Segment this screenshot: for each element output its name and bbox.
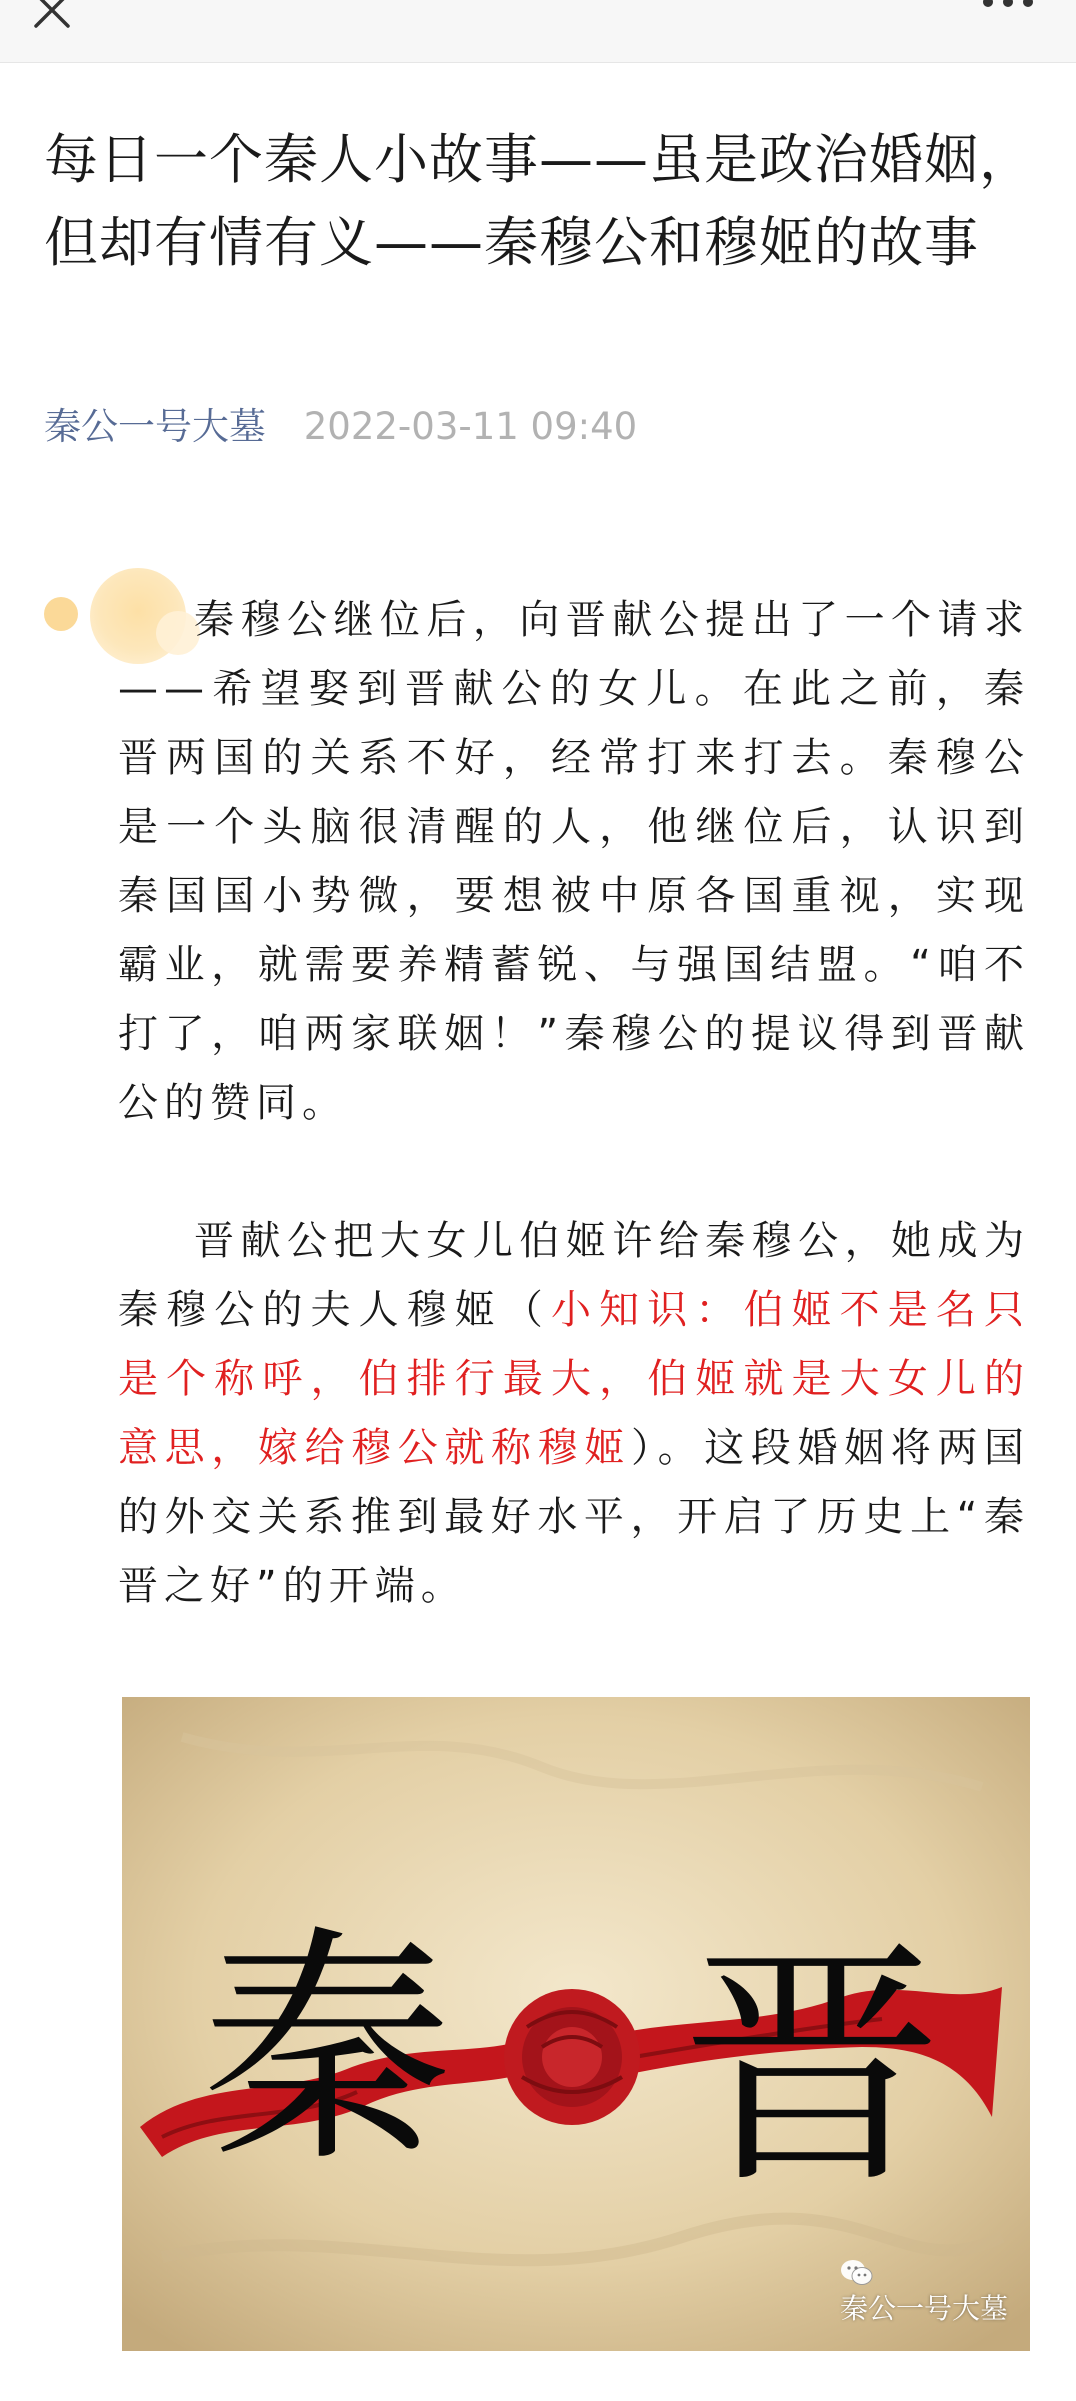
article-image[interactable] [122,1697,1030,2351]
article-paragraph [118,1207,1030,1621]
bottom-spacer [0,2370,1076,2401]
top-bar [0,0,1076,63]
paragraph-text: 晋献公把大女儿伯姬许给秦穆公，她成为秦穆公的夫人穆姬（ [118,1218,1030,1333]
article-title: 每日一个秦人小故事——虽是政治婚姻，但却有情有义——秦穆公和穆姬的故事 [44,128,1034,274]
article-paragraph: 秦穆公继位后，向晋献公提出了一个请求——希望娶到晋献公的女儿。在此之前，秦晋两国的关系不好，经常打来打去。秦穆公是一个头脑很清醒的人，他继位后，认识到秦国国小势微，要想被中原各国重视，实现霸业，就需要养精蓄锐、与强国结盟。“咱不打了，咱两家联姻！”秦穆公的提议得到晋献公的赞同。 [118,597,1030,1126]
qin-jin-illustration [122,1697,1030,2351]
more-button[interactable] [978,0,1038,12]
wechat-icon [840,2259,874,2287]
image-watermark [840,2259,1008,2327]
character-qin: 秦 [202,1905,452,2196]
paragraph-text: ）。这段婚姻将两国的外交关系推到最好水平，开启了历史上“秦晋之好”的开端。 [118,1425,1031,1609]
close-icon [30,0,74,32]
more-dots-icon [978,0,1038,12]
publish-date: 2022-03-11 09:40 [303,405,638,448]
watermark-text: 秦公一号大墓 [839,2292,1008,2325]
article-meta [44,400,637,454]
decorative-dot [44,597,78,631]
author-link[interactable]: 秦公一号大墓 [44,405,266,448]
knowledge-note: 小知识：伯姬不是名只是个称呼，伯排行最大，伯姬就是大女儿的意思，嫁给穆公就称穆姬 [118,1287,1030,1471]
close-button[interactable] [30,0,74,32]
character-jin: 晋 [682,1917,942,2219]
